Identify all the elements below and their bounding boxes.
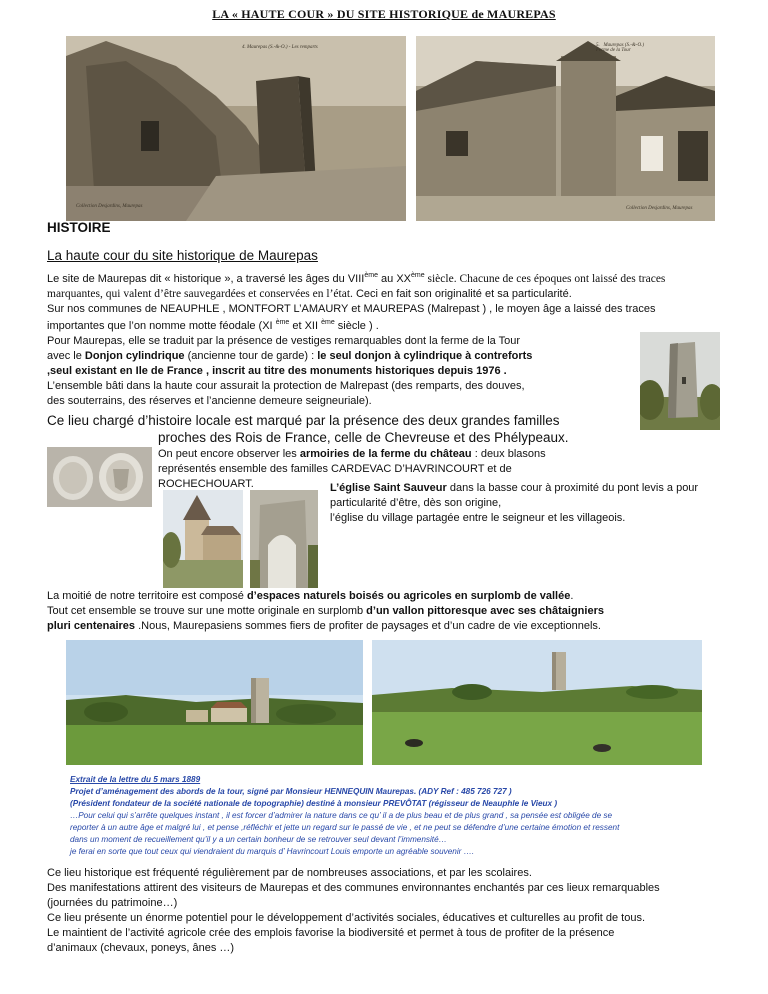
closing-line-2: Des manifestations attirent des visiteurs de Maurepas et des communes environnantes enchantés par ces lieux remarquables: [47, 882, 660, 894]
letter-title: Extrait de la lettre du 5 mars 1889: [70, 775, 201, 784]
closing-paragraph: [47, 866, 767, 956]
letter-line-1: Projet d’aménagement des abords de la tour, signé par Monsieur HENNEQUIN Maurepas. (ADY Ref : 485 726 727 ): [70, 787, 512, 796]
eglise-line-1: L’église Saint Sauveur dans la basse cour à proximité du pont levis a pour: [330, 482, 699, 494]
letter-line-5: dans un moment de recueillement qu’il y a un certain bonheur de se retrouver seul devant l’immensité…: [70, 835, 447, 844]
nature-paragraph: [47, 589, 767, 634]
armoiries-line-1: On peut encore observer les armoiries de la ferme du château : deux blasons: [158, 448, 546, 460]
vestiges-line-2: avec le Donjon cylindrique (ancienne tour de garde) : le seul donjon à cylindrique à contreforts: [47, 350, 533, 362]
gateway-photo: [250, 490, 318, 588]
donjon-illustration: [640, 332, 720, 430]
vestiges-line-1: Pour Maurepas, elle se traduit par la présence de vestiges remarquables dont la ferme de la Tour: [47, 335, 521, 347]
vestiges-line-5: des souterrains, des réserves et l’ancienne demeure seigneuriale).: [47, 395, 372, 407]
eglise-paragraph: [330, 481, 760, 526]
eglise-line-2: particularité d’être, dès son origine,: [330, 497, 502, 509]
gateway-illustration: [250, 490, 318, 588]
armoiries-illustration: [47, 447, 152, 507]
ferme-illustration: [416, 36, 715, 221]
ramparts-illustration: [66, 36, 406, 221]
vestiges-line-4: L’ensemble bâti dans la haute cour assurait la protection de Malrepast (des remparts, des douves,: [47, 380, 525, 392]
donjon-photo: [640, 332, 720, 430]
letter-line-3: …Pour celui qui s’arrête quelques instant , il est forcer d’admirer la nature dans ce qu’ il a de plus beau et de plus grand , sa pensée est obligée de se: [70, 811, 613, 820]
vestiges-line-3: ,seul existant en Ile de France , inscrit au titre des monuments historiques depuis 1976 .: [47, 365, 507, 377]
document-title: LA « HAUTE COUR » DU SITE HISTORIQUE de MAUREPAS: [212, 7, 556, 21]
church-photo: [163, 490, 243, 588]
families-line-1: Ce lieu chargé d’histoire locale est marqué par la présence des deux grandes familles: [47, 413, 560, 428]
ramparts-caption: 4. Maurepas (S.-&-O.) - Les remparts: [242, 45, 318, 50]
ramparts-footer: Collection Desjardins, Maurepas: [76, 204, 143, 209]
closing-line-6: d’animaux (chevaux, poneys, ânes …): [47, 942, 235, 954]
armoiries-line-2: représentés ensemble des familles CARDEVAC D’HAVRINCOURT et de: [158, 463, 512, 475]
ferme-footer: Collection Desjardins, Maurepas: [626, 206, 693, 211]
ferme-postcard-photo: [416, 36, 715, 221]
closing-line-1: Ce lieu historique est fréquenté régulièrement par de nombreuses associations, et par les scolaires.: [47, 867, 532, 879]
nature-line-3: pluri centenaires .Nous, Maurepasiens sommes fiers de profiter de paysages et d’un cadre de vie exceptionnels.: [47, 620, 601, 632]
closing-line-4: Ce lieu présente un énorme potentiel pour le développement d’activités sociales, éducatives et culturelles au profit de tous.: [47, 912, 646, 924]
closing-line-3: (journées du patrimoine…): [47, 897, 178, 909]
section-heading: HISTOIRE: [47, 220, 111, 235]
landscape-illustration-2: [372, 640, 702, 765]
landscape-illustration-1: [66, 640, 363, 765]
section-subheading: La haute cour du site historique de Maurepas: [47, 248, 318, 263]
intro-line-2: marquantes, qui valent d’être sauvegardées et conservées en l’état. Ceci en fait son originalité et sa particularité.: [47, 288, 572, 300]
letter-line-6: je ferai en sorte que tout ceux qui viendraient du marquis d’ Havrincourt Louis emporte un agréable souvenir ….: [70, 847, 475, 856]
letter-line-4: reporter à un autre âge et malgré lui , et pense ,réfléchir et jette un regard sur le passé de vie , et ne peut se défendre d’une certaine émotion et ressent: [70, 823, 620, 832]
church-illustration: [163, 490, 243, 588]
closing-line-5: Le maintient de l’activité agricole crée des emplois favorise la biodiversité et permet à tous de profiter de la présence: [47, 927, 615, 939]
communes-line-1: Sur nos communes de NEAUPHLE , MONTFORT L’AMAURY et MAUREPAS (Malrepast ) , le moyen âge a laissé des traces: [47, 303, 656, 315]
letter-extract: [70, 774, 760, 858]
armoiries-photo: [47, 447, 152, 507]
nature-line-1: La moitié de notre territoire est composé d’espaces naturels boisés ou agricoles en surplomb de vallée.: [47, 590, 574, 602]
ferme-caption: 5. Maurepas (S.-&-O.) Ferme de la Tour: [596, 43, 645, 53]
landscape-photo-1: [66, 640, 363, 765]
nature-line-2: Tout cet ensemble se trouve sur une motte originale en surplomb d’un vallon pittoresque avec ses châtaigniers: [47, 605, 604, 617]
families-line-2: proches des Rois de France, celle de Chevreuse et des Phélypeaux.: [158, 430, 569, 445]
landscape-photo-2: [372, 640, 702, 765]
letter-line-2: (Président fondateur de la société nationale de topographie) destiné à monsieur PREVÔTAT (régisseur de Neauphle le Vieux ): [70, 799, 558, 808]
ramparts-postcard-photo: [66, 36, 406, 221]
communes-line-2: importantes que l’on nomme motte féodale (XI $^{ème}$ et XII $^{ème}$ siècle ) .: [47, 319, 379, 332]
eglise-line-3: l’église du village partagée entre le seigneur et les villageois.: [330, 512, 626, 524]
intro-line-1: Le site de Maurepas dit « historique », a traversé les âges du VIIIème au XXème siècle. Chacune de ces époques ont laissé des traces: [47, 272, 666, 285]
armoiries-line-3: ROCHECHOUART.: [158, 478, 254, 490]
